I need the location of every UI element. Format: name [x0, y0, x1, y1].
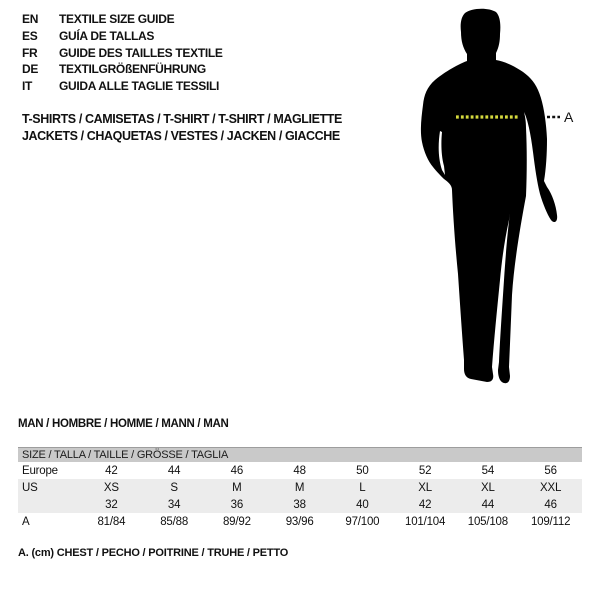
- size-cell: 46: [230, 464, 244, 477]
- size-cell: 42: [418, 498, 432, 511]
- size-table-body: [18, 462, 582, 530]
- category-line-jackets: JACKETS / CHAQUETAS / VESTES / JACKEN / GIACCHE: [22, 129, 340, 143]
- size-cell: 38: [293, 498, 306, 511]
- size-cell: XS: [103, 481, 119, 494]
- size-cell: 50: [356, 464, 369, 477]
- size-cell: 32: [105, 498, 118, 511]
- measure-label-a: A: [564, 109, 574, 125]
- size-cell: 54: [481, 464, 495, 477]
- size-cell: 93/96: [285, 515, 314, 528]
- language-code: FR: [22, 45, 38, 60]
- size-cell: 52: [418, 464, 432, 477]
- size-cell: 109/112: [530, 515, 571, 528]
- size-table-header: SIZE / TALLA / TAILLE / GRÖSSE / TAGLIA: [18, 447, 582, 462]
- size-cell: M: [294, 481, 305, 494]
- size-cell: 44: [167, 464, 181, 477]
- size-cell: 85/88: [160, 515, 189, 528]
- language-label: GUIDE DES TAILLES TEXTILE: [59, 45, 223, 60]
- size-row-label: US: [22, 481, 38, 494]
- size-table-row: [18, 479, 582, 496]
- man-silhouette-icon: [421, 9, 557, 383]
- size-cell: 46: [544, 498, 557, 511]
- language-list: [22, 11, 223, 95]
- language-row: [22, 11, 223, 28]
- size-cell: XL: [481, 481, 495, 494]
- size-cell: 101/104: [405, 515, 446, 528]
- size-row-label: A: [22, 515, 30, 528]
- language-label: GUIDA ALLE TAGLIE TESSILI: [59, 79, 220, 94]
- category-lines: [22, 111, 342, 145]
- size-cell: 81/84: [97, 515, 126, 528]
- measurement-footnote: A. (cm) CHEST / PECHO / POITRINE / TRUHE / PETTO: [18, 547, 289, 559]
- language-row: [22, 78, 223, 95]
- size-cell: 40: [356, 498, 369, 511]
- language-label: TEXTILGRÖßENFÜHRUNG: [59, 62, 206, 77]
- size-table: [18, 447, 582, 530]
- size-cell: 42: [105, 464, 118, 477]
- language-label: TEXTILE SIZE GUIDE: [59, 12, 175, 26]
- size-cell: M: [232, 481, 242, 494]
- size-row-label: Europe: [22, 464, 58, 477]
- size-cell: XL: [418, 481, 432, 494]
- size-cell: L: [359, 481, 366, 494]
- size-cell: 89/92: [222, 515, 251, 528]
- language-code: EN: [22, 12, 39, 26]
- size-cell: 36: [230, 498, 244, 511]
- language-label: GUÍA DE TALLAS: [59, 28, 155, 43]
- size-cell: 56: [544, 464, 557, 477]
- size-cell: 48: [293, 464, 306, 477]
- size-cell: 105/108: [467, 515, 508, 528]
- size-table-row: [18, 496, 582, 513]
- language-code: ES: [22, 28, 38, 43]
- language-row: [22, 28, 223, 45]
- size-cell: S: [170, 481, 178, 494]
- category-line-tshirts: T-SHIRTS / CAMISETAS / T-SHIRT / T-SHIRT / MAGLIETTE: [22, 112, 342, 126]
- section-title: MAN / HOMBRE / HOMME / MANN / MAN: [18, 418, 229, 430]
- language-code: IT: [22, 79, 33, 94]
- man-silhouette-figure: [400, 0, 600, 400]
- language-row: [22, 61, 223, 78]
- size-cell: 44: [481, 498, 495, 511]
- size-cell: 97/100: [345, 515, 380, 528]
- size-table-row: [18, 462, 582, 479]
- language-code: DE: [22, 62, 39, 77]
- size-cell: XXL: [540, 481, 562, 494]
- size-cell: 34: [167, 498, 181, 511]
- size-table-row: [18, 513, 582, 530]
- language-row: [22, 45, 223, 62]
